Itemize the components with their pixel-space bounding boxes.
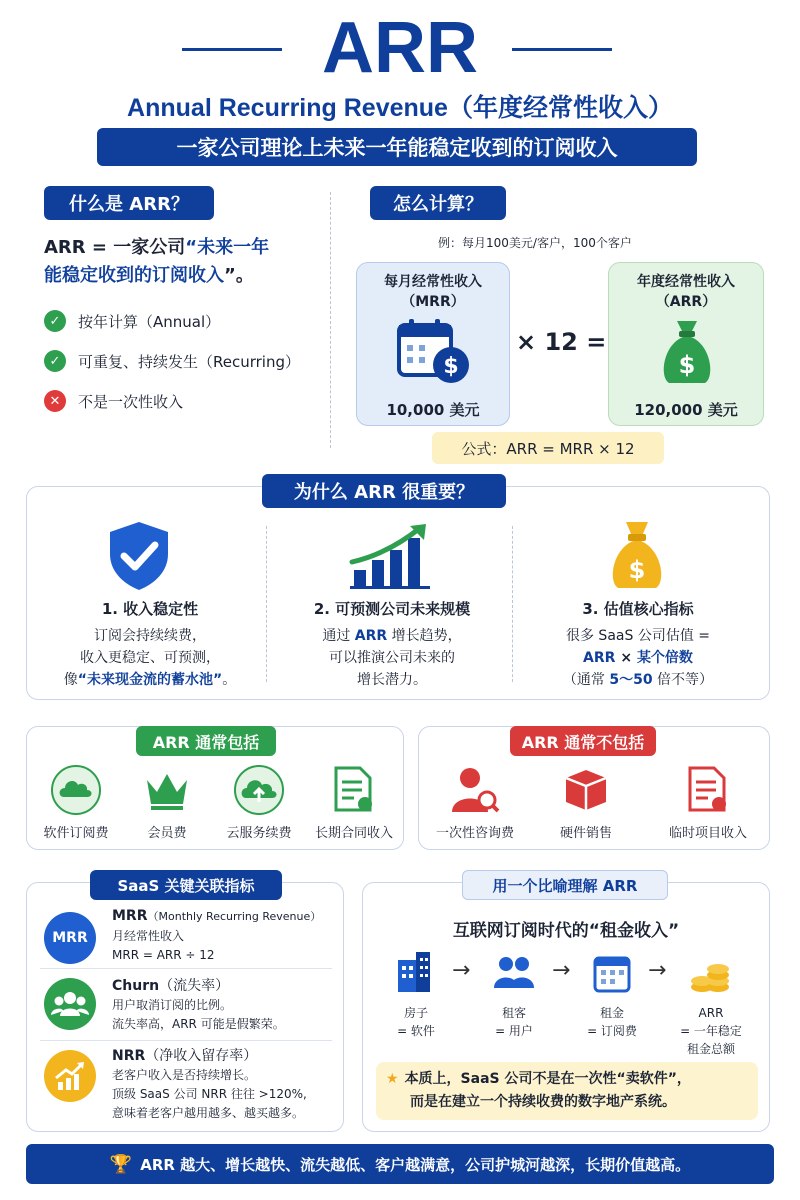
money-bag-gold-icon — [606, 518, 668, 592]
footer-text: ARR 越大、增长越快、流失越低、客户越满意，公司护城河越深，长期价值越高。 — [140, 1155, 691, 1174]
why-col-2-l1c: 增长趋势， — [387, 628, 462, 644]
metric-nrr — [112, 1046, 340, 1123]
arr-card — [608, 262, 764, 426]
arrow-right-icon: → — [648, 958, 667, 983]
why-divider-2 — [512, 526, 513, 682]
what-item-label: 按年计算（Annual） — [78, 312, 221, 331]
what-item-annual — [44, 310, 220, 332]
metric-churn — [112, 976, 340, 1034]
exclude-item-temp-project: 临时项目收入 — [668, 826, 747, 841]
metric-churn-name: Churn — [112, 978, 160, 994]
step-tenant-l2: = 用户 — [495, 1024, 533, 1038]
check-icon: ✓ — [44, 350, 66, 372]
metric-nrr-line-3: 意味着老客户越用越多、越买越多。 — [112, 1106, 305, 1120]
why-col-1-line-3 — [40, 669, 260, 691]
step-rent-l2: = 订阅费 — [587, 1024, 637, 1038]
metric-churn-line-2: 流失率高，ARR 可能是假繁荣。 — [112, 1017, 285, 1031]
trophy-icon: 🏆 — [109, 1153, 133, 1175]
consultant-icon — [450, 766, 500, 814]
why-col-1-line-2: 收入更稳定、可预测， — [80, 650, 220, 666]
svg-text:$: $ — [628, 556, 646, 584]
metaphor-subtitle: 互联网订阅时代的“租金收入” — [452, 921, 680, 941]
growth-icon — [44, 1050, 96, 1102]
coins-icon — [688, 954, 732, 994]
contract-icon — [332, 764, 376, 814]
hardware-box-icon — [562, 766, 610, 812]
star-icon: ★ — [386, 1071, 399, 1087]
rent-calendar-icon — [592, 952, 632, 994]
why-col-3-l2a: ARR — [583, 650, 616, 666]
why-col-3-l2c: 某个倍数 — [636, 650, 693, 666]
why-col-2 — [276, 598, 508, 691]
metric-nrr-line-1: 老客户收入是否持续增长。 — [112, 1068, 257, 1082]
metaphor-note — [376, 1062, 758, 1120]
tenants-icon — [492, 952, 536, 992]
metaphor-heading: 用一个比喻理解 ARR — [462, 870, 668, 900]
cross-icon: ✕ — [44, 390, 66, 412]
calendar-dollar-icon — [395, 317, 475, 387]
why-heading: 为什么 ARR 很重要？ — [262, 474, 506, 508]
definition-banner: 一家公司理论上未来一年能稳定收到的订阅收入 — [97, 128, 697, 166]
metric-mrr — [112, 906, 340, 965]
why-col-3-l2b: × — [615, 650, 637, 666]
include-item-contract: 长期合同收入 — [314, 826, 393, 841]
step-tenant-l1: 租客 — [501, 1006, 526, 1020]
why-col-3-l3a: （通常 — [562, 672, 610, 688]
users-icon — [44, 978, 96, 1030]
metrics-heading: SaaS 关键关联指标 — [90, 870, 282, 900]
include-heading: ARR 通常包括 — [136, 726, 276, 756]
why-col-2-line-2: 可以推演公司未来的 — [329, 650, 455, 666]
def-prefix: ARR = 一家公司 — [44, 237, 186, 258]
arr-title: 年度经常性收入 — [637, 274, 735, 290]
metric-churn-line-1: 用户取消订阅的比例。 — [112, 998, 233, 1012]
metaphor-step-house — [376, 1004, 456, 1040]
check-icon: ✓ — [44, 310, 66, 332]
metric-mrr-name-sub: （Monthly Recurring Revenue） — [147, 910, 322, 923]
why-col-2-line-1 — [276, 625, 508, 647]
include-item-software: 软件订阅费 — [43, 826, 109, 841]
step-arr-l1: ARR — [698, 1006, 724, 1020]
arrow-right-icon: → — [552, 958, 571, 983]
metric-nrr-line-2: 顶级 SaaS 公司 NRR 往往 >120%, — [112, 1087, 307, 1101]
metric-divider-1 — [40, 968, 332, 969]
metric-divider-2 — [40, 1040, 332, 1041]
svg-text:$: $ — [678, 351, 696, 379]
why-col-1-title: 1. 收入稳定性 — [101, 600, 199, 618]
def-highlight-1: “未来一年 — [185, 237, 270, 258]
multiply-operator: × 12 = — [516, 328, 607, 356]
shield-check-icon — [106, 520, 172, 592]
metric-mrr-line-2: MRR = ARR ÷ 12 — [112, 948, 215, 962]
step-arr-l3: 租金总额 — [686, 1042, 735, 1056]
include-item-membership: 会员费 — [147, 826, 187, 841]
what-item-not-onetime — [44, 390, 183, 412]
metric-mrr-name: MRR — [112, 908, 148, 924]
footer-banner — [26, 1144, 774, 1184]
why-col-2-l1a: 通过 — [322, 628, 355, 644]
metaphor-note-line-1: 本质上，SaaS 公司不是在一次性“卖软件”， — [404, 1071, 691, 1087]
def-suffix: ”。 — [224, 265, 254, 286]
why-col-3-line-2 — [522, 647, 754, 669]
why-col-2-line-3: 增长潜力。 — [357, 672, 427, 688]
metaphor-step-tenant — [474, 1004, 554, 1040]
arr-value: 120,000 美元 — [634, 401, 738, 419]
why-col-1-l3b: “未来现金流的蓄水池” — [77, 672, 223, 688]
metaphor-step-arr — [668, 1004, 754, 1058]
metaphor-note-line-2: 而是在建立一个持续收费的数字地产系统。 — [410, 1094, 676, 1110]
mrr-value: 10,000 美元 — [386, 401, 480, 419]
metric-nrr-name-sub: （净收入留存率） — [145, 1048, 258, 1064]
mrr-metric-badge: MRR — [44, 912, 96, 964]
cloud-upload-icon — [233, 764, 285, 816]
metric-mrr-line-1: 月经常性收入 — [112, 929, 185, 943]
svg-text:$: $ — [443, 354, 459, 379]
why-col-3-l3c: 倍不等） — [652, 672, 714, 688]
page-subtitle: Annual Recurring Revenue（年度经常性收入） — [127, 94, 673, 122]
formula-badge: 公式：ARR = MRR × 12 — [432, 432, 664, 464]
mrr-card — [356, 262, 510, 426]
crown-icon — [143, 768, 191, 812]
metric-nrr-name: NRR — [112, 1048, 146, 1064]
why-col-3-title: 3. 估值核心指标 — [582, 600, 694, 618]
why-col-3-l3b: 5～50 — [609, 672, 653, 688]
calc-example: 例：每月100美元/客户，100个客户 — [438, 236, 632, 250]
what-item-label: 不是一次性收入 — [78, 392, 184, 411]
cloud-icon — [50, 764, 102, 816]
why-col-1-line-1: 订阅会持续续费， — [94, 628, 206, 644]
def-highlight-2: 能稳定收到的订阅收入 — [44, 265, 224, 286]
section-divider — [330, 192, 331, 448]
growth-chart-icon — [348, 520, 434, 590]
what-heading: 什么是 ARR？ — [44, 186, 214, 220]
why-col-2-title: 2. 可预测公司未来规模 — [313, 600, 471, 618]
mrr-sub: （MRR） — [401, 294, 465, 310]
metaphor-step-rent — [572, 1004, 652, 1040]
what-item-recurring — [44, 350, 300, 372]
why-col-3-line-1: 很多 SaaS 公司估值 = — [565, 628, 710, 644]
step-rent-l1: 租金 — [599, 1006, 624, 1020]
why-col-1-l3c: 。 — [222, 672, 237, 688]
why-col-1-l3a: 像 — [63, 672, 78, 688]
step-arr-l2: = 一年稳定 — [680, 1024, 742, 1038]
arrow-right-icon: → — [452, 958, 471, 983]
temporary-project-icon — [686, 764, 730, 814]
page-title: ARR — [322, 8, 478, 88]
arr-sub: （ARR） — [655, 294, 717, 310]
metric-churn-name-sub: （流失率） — [159, 978, 230, 994]
include-item-cloud: 云服务续费 — [226, 826, 292, 841]
why-col-3-line-3 — [522, 669, 754, 691]
money-bag-icon — [657, 315, 717, 387]
step-house-l2: = 软件 — [397, 1024, 435, 1038]
exclude-heading: ARR 通常不包括 — [510, 726, 656, 756]
why-col-1 — [40, 598, 260, 691]
why-divider-1 — [266, 526, 267, 682]
building-icon — [394, 950, 434, 994]
step-house-l1: 房子 — [403, 1006, 428, 1020]
mrr-title: 每月经常性收入 — [384, 274, 482, 290]
exclude-item-hardware: 硬件销售 — [559, 826, 612, 841]
calc-heading: 怎么计算？ — [370, 186, 506, 220]
what-definition — [44, 234, 314, 290]
why-col-3 — [522, 598, 754, 691]
exclude-item-consulting: 一次性咨询费 — [435, 826, 514, 841]
why-col-2-l1b: ARR — [354, 628, 388, 644]
what-item-label: 可重复、持续发生（Recurring） — [78, 352, 300, 371]
